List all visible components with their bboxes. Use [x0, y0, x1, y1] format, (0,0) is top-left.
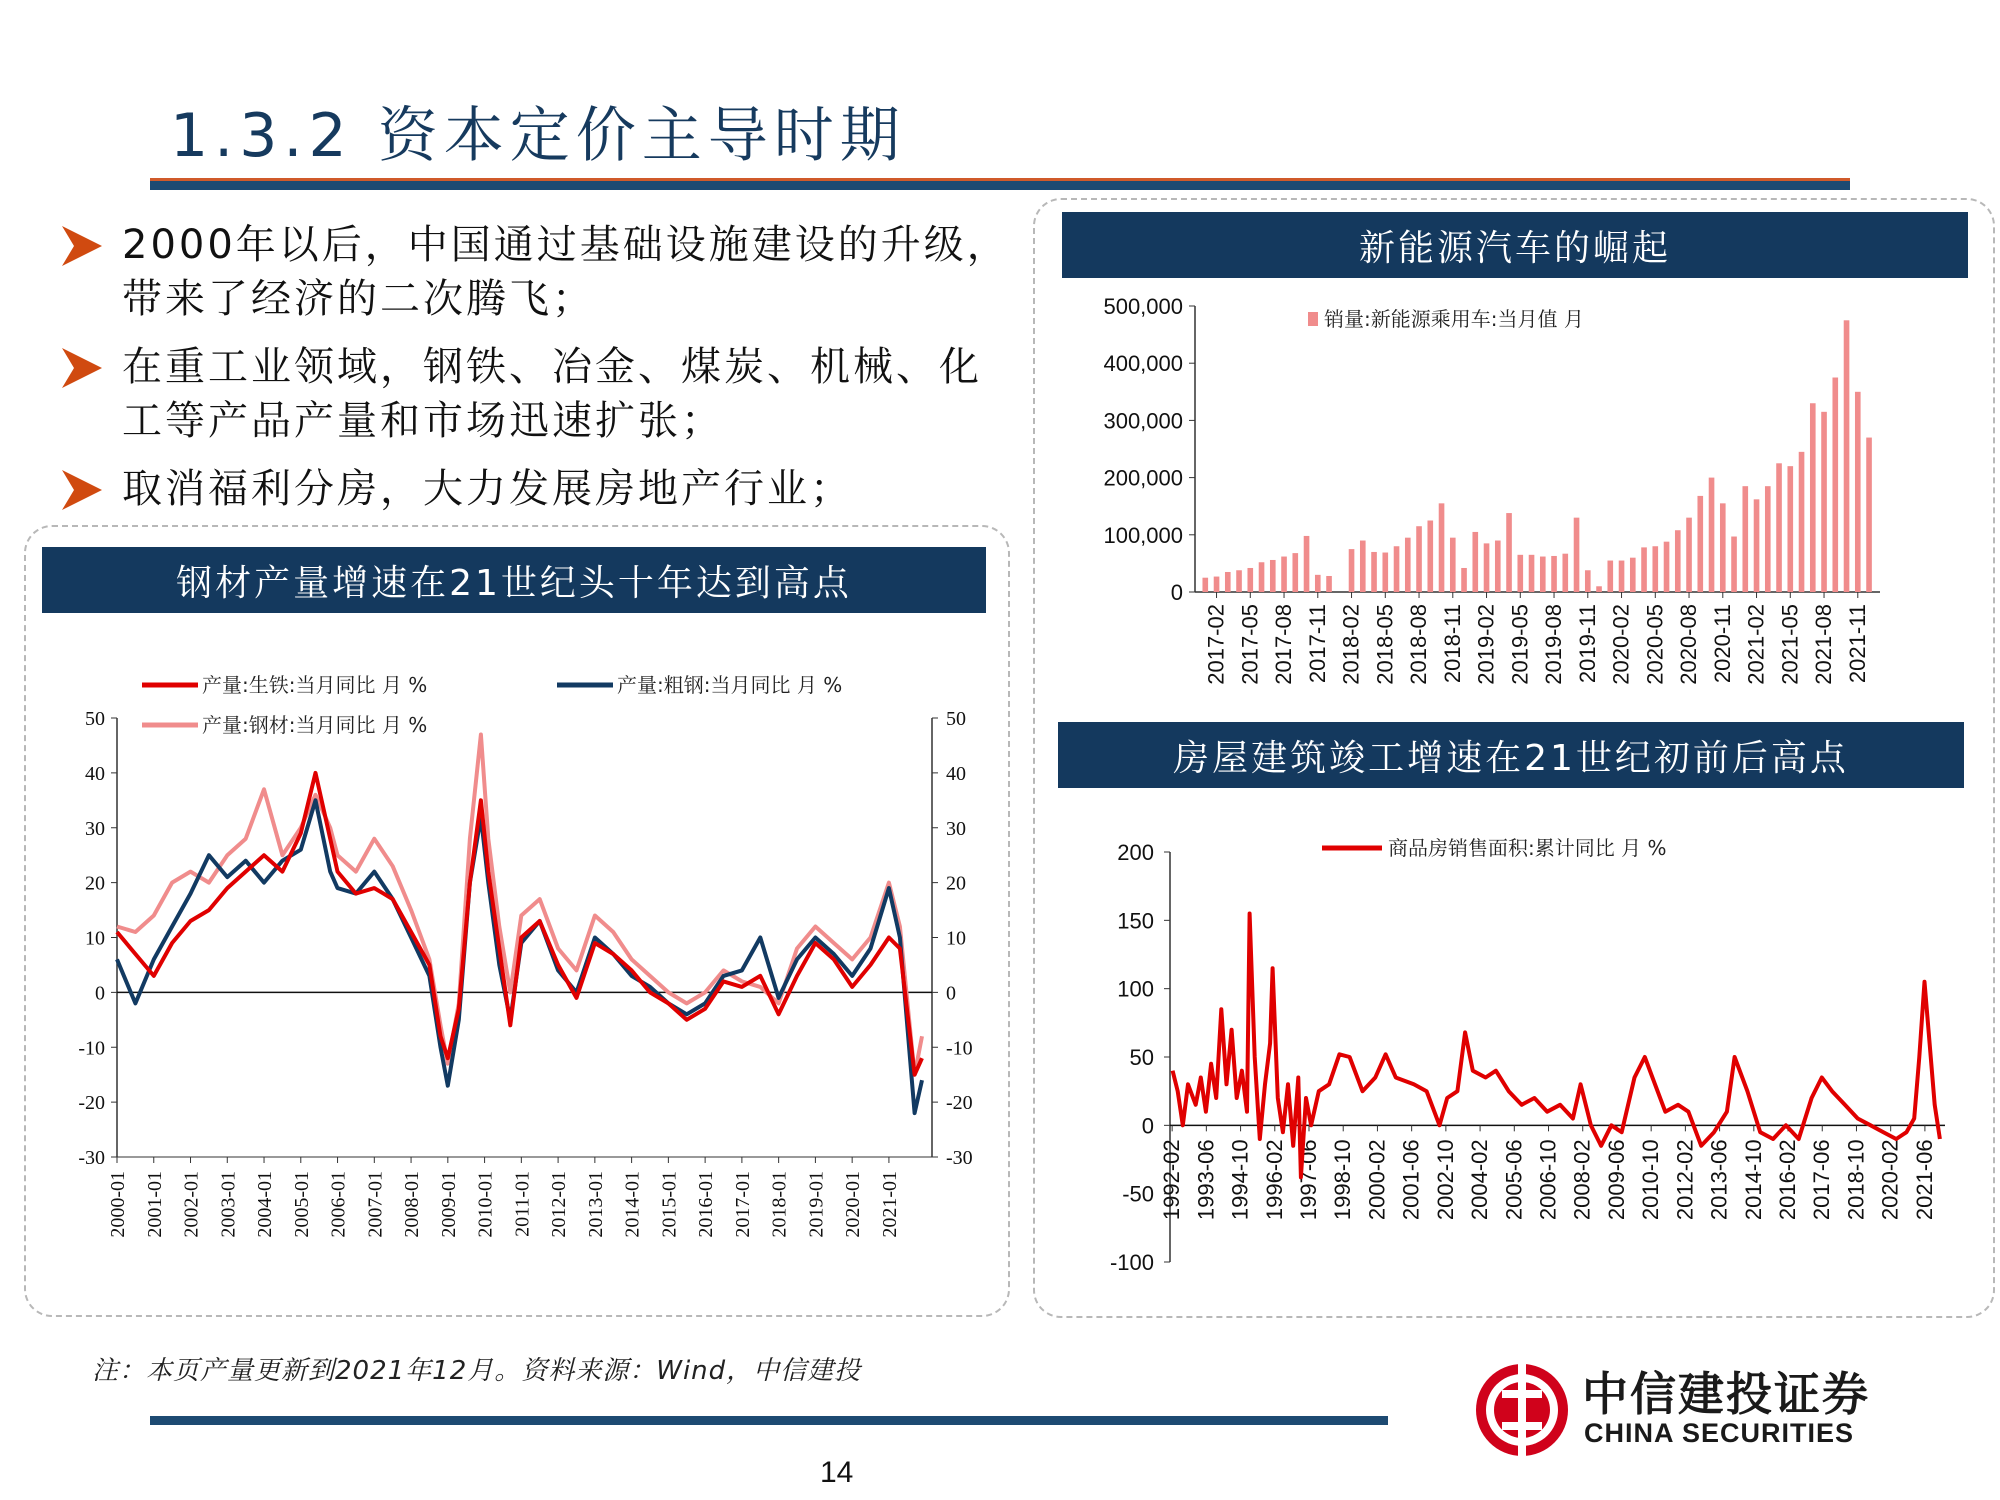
x-tick-label: 2010-10: [1638, 1139, 1664, 1221]
legend-swatch: [1308, 312, 1318, 326]
y-tick-label: 20: [85, 872, 105, 895]
bullet-text: 2000年以后，中国通过基础设施建设的升级，带来了经济的二次腾飞；: [122, 222, 1010, 322]
x-tick-label: 2005-01: [290, 1171, 313, 1238]
x-tick-label: 2020-11: [1709, 604, 1735, 684]
x-tick-label: 2014-10: [1740, 1139, 1766, 1221]
y-tick-label: 50: [85, 708, 105, 730]
legend-label: 商品房销售面积:累计同比 月 %: [1388, 836, 1667, 860]
x-tick-label: 2000-02: [1364, 1139, 1390, 1221]
nev-bar: [1844, 320, 1850, 592]
nev-bar: [1855, 392, 1861, 592]
arrow-bullet-icon: [60, 224, 104, 268]
nev-bar: [1517, 555, 1523, 592]
nev-bar: [1281, 557, 1287, 592]
x-tick-label: 1994-10: [1227, 1139, 1253, 1221]
y-tick-label: 40: [85, 762, 105, 785]
x-tick-label: 2015-01: [658, 1171, 681, 1238]
nev-bar: [1754, 499, 1760, 592]
y-tick-label: -10: [78, 1037, 105, 1060]
nev-bar: [1619, 561, 1625, 592]
nev-bar: [1461, 568, 1467, 592]
y-tick-label: 200,000: [1103, 465, 1183, 491]
nev-bar: [1247, 568, 1253, 592]
x-tick-label: 2021-02: [1743, 604, 1769, 685]
nev-bar: [1607, 561, 1613, 592]
nev-bar: [1529, 555, 1535, 592]
x-tick-label: 2019-05: [1507, 604, 1533, 685]
x-tick-label: 2008-01: [401, 1171, 424, 1238]
x-tick-label: 2013-01: [584, 1171, 607, 1238]
y-tick-label-right: 40: [946, 762, 966, 785]
nev-bar: [1866, 438, 1872, 592]
x-tick-label: 1992-02: [1159, 1139, 1185, 1221]
bullet-item: [60, 218, 1020, 326]
y-tick-label: -100: [1109, 1250, 1154, 1275]
x-tick-label: 2009-06: [1603, 1139, 1629, 1221]
nev-bar: [1664, 542, 1670, 592]
x-tick-label: 2001-01: [143, 1171, 166, 1238]
x-tick-label: 2021-01: [878, 1171, 901, 1238]
legend-label: 产量:生铁:当月同比 月 %: [202, 673, 428, 697]
y-tick-label: 300,000: [1103, 408, 1183, 434]
nev-bar: [1304, 536, 1310, 592]
nev-bar: [1405, 538, 1411, 592]
x-tick-label: 2016-01: [695, 1171, 718, 1238]
x-tick-label: 2017-05: [1237, 604, 1263, 685]
x-tick-label: 2018-02: [1338, 604, 1364, 685]
x-tick-label: 2011-01: [511, 1171, 534, 1237]
page-number: 14: [820, 1456, 854, 1489]
nev-bar: [1236, 570, 1242, 592]
x-tick-label: 2018-08: [1406, 604, 1432, 685]
nev-bar: [1742, 486, 1748, 592]
nev-bar: [1416, 526, 1422, 592]
x-tick-label: 2017-01: [731, 1171, 754, 1238]
nev-bar: [1371, 552, 1377, 592]
x-tick-label: 2003-01: [217, 1171, 240, 1238]
steel-output-chart: [42, 660, 992, 1300]
bullet-list: [60, 218, 1020, 530]
x-tick-label: 2020-01: [842, 1171, 865, 1238]
nev-bar: [1596, 586, 1602, 592]
x-tick-label: 2021-06: [1911, 1139, 1937, 1221]
x-tick-label: 2014-01: [621, 1171, 644, 1238]
y-tick-label-right: 0: [946, 982, 956, 1005]
nev-bar: [1799, 452, 1805, 592]
x-tick-label: 2017-06: [1809, 1139, 1835, 1221]
x-tick-label: 2006-01: [327, 1171, 350, 1238]
nev-bar: [1697, 496, 1703, 592]
x-tick-label: 2006-10: [1535, 1139, 1561, 1221]
nev-bar: [1472, 532, 1478, 592]
y-tick-label-right: -20: [946, 1092, 973, 1115]
nev-bar: [1562, 554, 1568, 592]
x-tick-label: 1993-06: [1193, 1139, 1219, 1221]
source-note: 注：本页产量更新到2021年12月。资料来源：Wind，中信建投: [92, 1356, 862, 1386]
x-tick-label: 2016-02: [1775, 1139, 1801, 1221]
x-tick-label: 2019-11: [1574, 604, 1600, 684]
footer-divider: [150, 1416, 1388, 1425]
x-tick-label: 2018-10: [1843, 1139, 1869, 1221]
nev-bar: [1574, 518, 1580, 592]
y-tick-label: 500,000: [1103, 294, 1183, 319]
nev-bar: [1315, 575, 1321, 592]
nev-bar: [1585, 570, 1591, 592]
x-tick-label: 2012-01: [548, 1171, 571, 1238]
x-tick-label: 2018-05: [1372, 604, 1398, 685]
nev-bar: [1484, 543, 1490, 592]
x-tick-label: 2021-05: [1777, 604, 1803, 685]
nev-bar: [1270, 560, 1276, 592]
x-tick-label: 2000-01: [107, 1171, 129, 1238]
nev-bar: [1506, 513, 1512, 592]
series-line: [1173, 914, 1940, 1178]
nev-bar: [1720, 503, 1726, 592]
x-tick-label: 2009-01: [437, 1171, 460, 1238]
y-tick-label: -30: [78, 1147, 105, 1169]
nev-bar: [1821, 412, 1827, 592]
nev-bar: [1225, 572, 1231, 592]
y-tick-label: -50: [1122, 1181, 1154, 1207]
x-tick-label: 2020-08: [1676, 604, 1702, 685]
y-tick-label: -20: [78, 1092, 105, 1115]
nev-bar: [1292, 553, 1298, 592]
logo-english-name: CHINA SECURITIES: [1584, 1418, 1855, 1448]
title-divider: [150, 178, 1850, 190]
x-tick-label: 1998-10: [1330, 1139, 1356, 1221]
x-tick-label: 2021-08: [1811, 604, 1837, 685]
y-tick-label-right: 10: [946, 927, 966, 950]
y-tick-label: 50: [1129, 1045, 1154, 1070]
nev-bar: [1641, 547, 1647, 592]
nev-bar: [1326, 576, 1332, 592]
x-tick-label: 2007-01: [364, 1171, 387, 1238]
nev-bar: [1382, 553, 1388, 592]
nev-bar: [1787, 466, 1793, 592]
arrow-bullet-icon: [60, 346, 104, 390]
x-tick-label: 2005-06: [1501, 1139, 1527, 1221]
x-tick-label: 2021-11: [1844, 604, 1870, 684]
nev-bar: [1709, 478, 1715, 592]
x-tick-label: 2018-01: [768, 1171, 791, 1238]
nev-bar: [1450, 538, 1456, 592]
legend-label: 产量:钢材:当月同比 月 %: [202, 713, 428, 737]
legend-label: 产量:粗钢:当月同比 月 %: [617, 673, 843, 697]
nev-bar: [1810, 403, 1816, 592]
x-tick-label: 2001-06: [1398, 1139, 1424, 1221]
nev-chart-banner: 新能源汽车的崛起: [1062, 212, 1968, 278]
nev-bar: [1652, 546, 1658, 592]
nev-sales-chart: [1060, 290, 1960, 710]
arrow-bullet-icon: [60, 468, 104, 512]
nev-bar: [1675, 530, 1681, 592]
nev-bar: [1349, 549, 1355, 592]
x-tick-label: 2010-01: [474, 1171, 497, 1238]
x-tick-label: 2019-02: [1473, 604, 1499, 685]
x-tick-label: 2013-06: [1706, 1139, 1732, 1221]
x-tick-label: 2017-02: [1203, 604, 1229, 685]
bullet-item: [60, 340, 1020, 448]
nev-bar: [1439, 503, 1445, 592]
x-tick-label: 1996-02: [1261, 1139, 1287, 1221]
x-tick-label: 2017-11: [1304, 604, 1330, 684]
x-tick-label: 2018-11: [1439, 604, 1465, 684]
y-tick-label: 30: [85, 817, 105, 840]
y-tick-label: 150: [1117, 908, 1154, 934]
company-logo: [1472, 1358, 1932, 1468]
y-tick-label: 0: [95, 982, 105, 1005]
bullet-text: 在重工业领域，钢铁、冶金、煤炭、机械、化工等产品产量和市场迅速扩张；: [122, 344, 982, 444]
x-tick-label: 2020-05: [1642, 604, 1668, 685]
house-chart-banner: 房屋建筑竣工增速在21世纪初前后高点: [1058, 722, 1964, 788]
x-tick-label: 2004-01: [254, 1171, 277, 1238]
nev-bar: [1214, 577, 1220, 592]
series-line: [117, 735, 922, 1075]
nev-bar: [1551, 556, 1557, 592]
nev-bar: [1540, 557, 1546, 592]
nev-bar: [1427, 521, 1433, 593]
bullet-item: [60, 462, 1020, 516]
citic-logo-icon: [1472, 1360, 1572, 1460]
logo-chinese-name: 中信建投证券: [1582, 1367, 1870, 1421]
page-title: 1.3.2 资本定价主导时期: [170, 101, 906, 171]
nev-bar: [1765, 486, 1771, 592]
x-tick-label: 2008-02: [1569, 1139, 1595, 1221]
x-tick-label: 2012-02: [1672, 1139, 1698, 1221]
y-tick-label: 10: [85, 927, 105, 950]
y-tick-label: 200: [1117, 840, 1154, 865]
bullet-text: 取消福利分房，大力发展房地产行业；: [122, 466, 853, 512]
steel-chart-banner: 钢材产量增速在21世纪头十年达到高点: [42, 547, 986, 613]
y-tick-label: 400,000: [1103, 351, 1183, 377]
nev-bar: [1630, 558, 1636, 592]
house-sales-chart: [1060, 820, 1960, 1300]
legend-label: 销量:新能源乘用车:当月值 月: [1324, 307, 1584, 331]
y-tick-label: 0: [1141, 1113, 1154, 1139]
x-tick-label: 2019-08: [1541, 604, 1567, 685]
nev-bar: [1731, 537, 1737, 592]
y-tick-label-right: 20: [946, 872, 966, 895]
x-tick-label: 2019-01: [805, 1171, 828, 1238]
x-tick-label: 2020-02: [1608, 604, 1634, 685]
y-tick-label-right: 30: [946, 817, 966, 840]
nev-bar: [1832, 378, 1838, 593]
nev-bar: [1394, 546, 1400, 592]
nev-bar: [1495, 541, 1501, 592]
y-tick-label-right: -30: [946, 1147, 973, 1169]
y-tick-label: 100,000: [1103, 522, 1183, 548]
nev-bar: [1259, 562, 1265, 592]
x-tick-label: 1997-06: [1296, 1139, 1322, 1221]
nev-bar: [1686, 518, 1692, 592]
x-tick-label: 2004-02: [1467, 1139, 1493, 1221]
y-tick-label-right: 50: [946, 708, 966, 730]
nev-bar: [1202, 578, 1208, 592]
y-tick-label: 0: [1170, 580, 1183, 605]
x-tick-label: 2020-02: [1877, 1139, 1903, 1221]
nev-bar: [1360, 541, 1366, 592]
x-tick-label: 2017-08: [1271, 604, 1297, 685]
x-tick-label: 2002-10: [1432, 1139, 1458, 1221]
y-tick-label-right: -10: [946, 1037, 973, 1060]
y-tick-label: 100: [1117, 976, 1154, 1002]
nev-bar: [1776, 463, 1782, 592]
x-tick-label: 2002-01: [180, 1171, 203, 1238]
